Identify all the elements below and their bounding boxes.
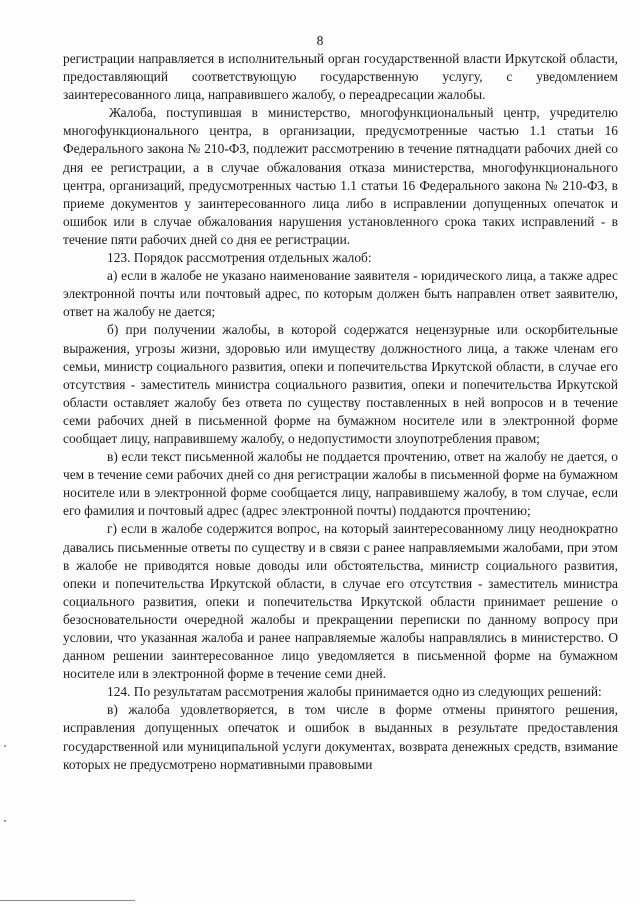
paragraph-124-heading: 124. По результатам рассмотрения жалобы принимается одно из следующих решений: [107, 684, 602, 700]
paragraph-123-a: а) если в жалобе не указано наименование заявителя - юридического лица, а также адрес электронной почты или почтовый адрес, по которым должен быть направлен ответ заявителю, ответ на жалобу не дается; [63, 268, 618, 320]
scan-speck [4, 820, 6, 822]
paragraph-redirect-continuation: регистрации направляется в исполнительный орган государственной власти Иркутской области, предоставляющий соответствующую государственную услугу, с уведомлением заинтересованного лица, направившего жалобу, о переадресации жалобы. [63, 51, 618, 103]
paragraph-123-heading: 123. Порядок рассмотрения отдельных жалоб: [107, 250, 372, 266]
scan-speck [4, 745, 6, 747]
paragraph-complaint-deadlines: Жалоба, поступившая в министерство, многофункциональный центр, учредителю многофункционального центра, в организации, предусмотренные частью 1.1 статьи 16 Федерального закона № 210-ФЗ, подлежит рассмотрению в течение пятнадцати рабочих дней со дня ее регистрации, а в случае обжалования отказа министерства, многофункционального центра, организаций, предусмотренных частью 1.1 статьи 16 Федерального закона № 210-ФЗ, в приеме документов у заинтересованного лица либо в исправлении допущенных опечаток и ошибок или в случае обжалования нарушения установленного срока таких исправлений - в течение пяти рабочих дней со дня ее регистрации. [63, 105, 618, 247]
scan-edge-line [0, 900, 135, 901]
document-body [63, 50, 618, 774]
paragraph-124-v: в) жалоба удовлетворяется, в том числе в форме отмены принятого решения, исправления допущенных опечаток и ошибок в выданных в результате предоставления государственной или муниципальной услуги документах, возврата денежных средств, взимание которых не предусмотрено нормативными правовыми [63, 702, 618, 772]
paragraph-123-b: б) при получении жалобы, в которой содержатся нецензурные или оскорбительные выражения, угрозы жизни, здоровью или имуществу должностного лица, а также членам его семьи, министр социального развития, опеки и попечительства Иркутской области, в случае его отсутствия - заместитель министра социального развития, опеки и попечительства Иркутской области оставляет жалобу без ответа по существу поставленных в ней вопросов и в течение семи рабочих дней в письменной форме на бумажном носителе или в электронной форме сообщает лицу, направившему жалобу, о недопустимости злоупотребления правом; [63, 322, 618, 446]
paragraph-123-v: в) если текст письменной жалобы не поддается прочтению, ответ на жалобу не дается, о чем в течение семи рабочих дней со дня регистрации жалобы в письменной форме на бумажном носителе или в электронной форме сообщается лицу, направившему жалобу, в том случае, если его фамилия и почтовый адрес (адрес электронной почты) поддаются прочтению; [63, 449, 618, 519]
paragraph-123-g: г) если в жалобе содержится вопрос, на который заинтересованному лицу неоднократно давались письменные ответы по существу и в связи с ранее направляемыми жалобами, при этом в жалобе не приводятся новые доводы или обстоятельства, министр социального развития, опеки и попечительства Иркутской области, в случае его отсутствия - заместитель министра социального развития, опеки и попечительства Иркутской области принимает решение о безосновательности очередной жалобы и прекращении переписки по данному вопросу при условии, что указанная жалоба и ранее направляемые жалобы направлялись в министерство. О данном решении заинтересованное лицо уведомляется в письменной форме на бумажном носителе или в электронной форме в течение семи дней. [63, 521, 618, 682]
page-number: 8 [316, 33, 324, 48]
